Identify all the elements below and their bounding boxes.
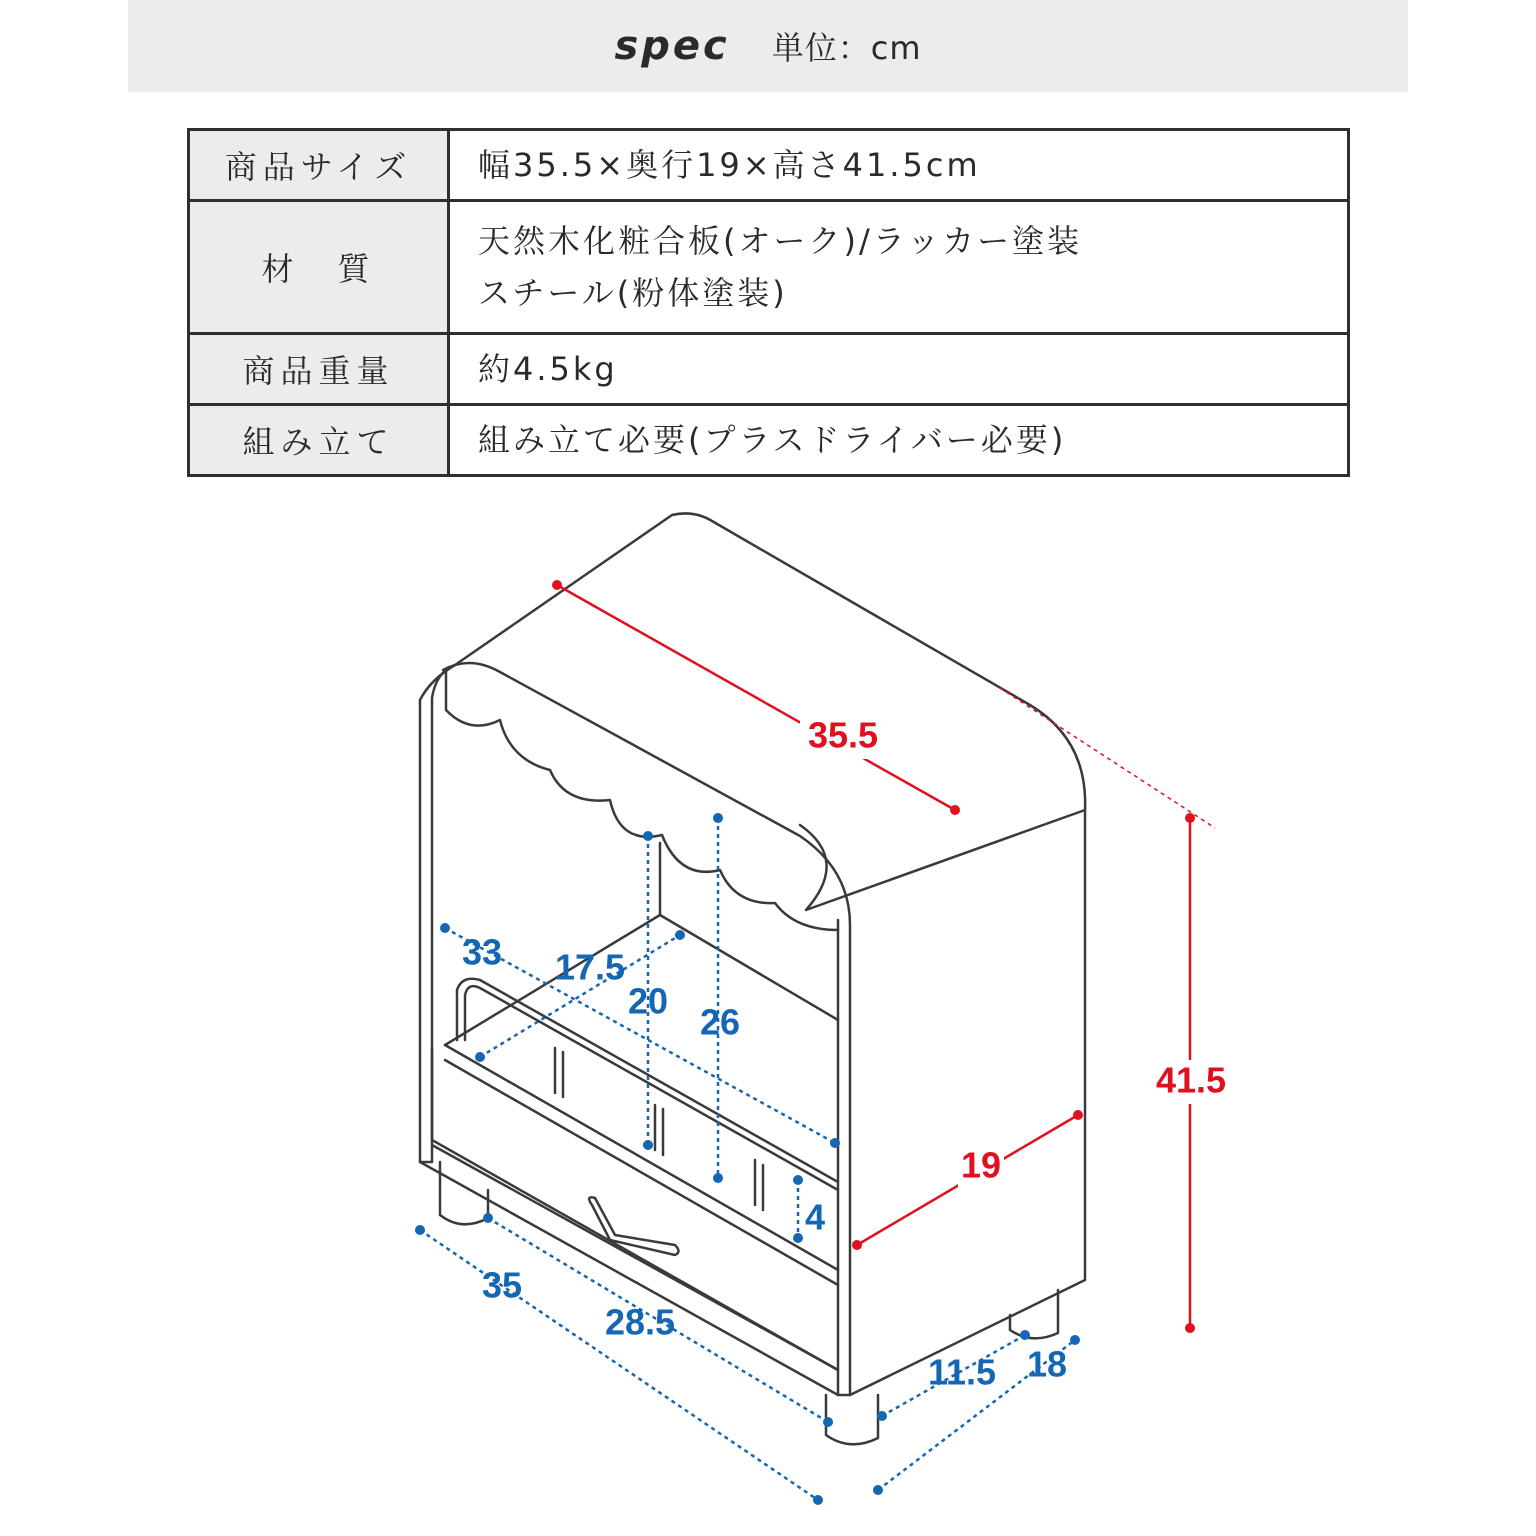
value-line: スチール(粉体塗装) <box>478 274 788 312</box>
dim-label-base-depth: 18 <box>1026 1343 1068 1385</box>
row-label-material: 材 質 <box>189 201 449 334</box>
dim-dot <box>552 580 562 590</box>
row-label-size: 商品サイズ <box>189 130 449 201</box>
top-panel <box>455 513 1085 910</box>
dim-label-height: 41.5 <box>1155 1059 1227 1101</box>
dim-dot <box>440 923 450 933</box>
dim-dot <box>1020 1330 1030 1340</box>
dim-dot <box>483 1213 493 1223</box>
dim-dot <box>830 1138 840 1148</box>
dim-label-leg-span-width: 28.5 <box>604 1301 676 1343</box>
dim-guide-height <box>1000 688 1215 828</box>
right-side-panel <box>850 810 1085 1395</box>
drawer-handle <box>589 1197 678 1255</box>
dim-dot <box>475 1052 485 1062</box>
value-line: 天然木化粧合板(オーク)/ラッカー塗装 <box>478 222 1083 260</box>
dim-dot <box>823 1417 833 1427</box>
drawer-top-back <box>445 1060 838 1285</box>
value-line: 幅35.5×奥行19×高さ41.5cm <box>478 146 981 184</box>
dim-dot <box>877 1411 887 1421</box>
dim-dot <box>1185 813 1195 823</box>
unit-label: 単位：cm <box>771 29 922 67</box>
dim-label-drawer-depth: 4 <box>804 1196 826 1238</box>
primary-dimensions <box>552 580 1215 1333</box>
dim-line-base-width <box>420 1230 818 1500</box>
dim-dot <box>793 1175 803 1185</box>
dim-label-leg-span-depth: 11.5 <box>927 1351 997 1393</box>
dim-dot <box>852 1240 862 1250</box>
dim-label-depth: 19 <box>960 1144 1002 1186</box>
inner-shelf-back <box>660 915 838 1020</box>
rail-post <box>755 1160 763 1210</box>
rail-post <box>655 1105 663 1155</box>
dim-dot <box>415 1225 425 1235</box>
dim-dot <box>873 1485 883 1495</box>
dim-label-inner-width: 33 <box>461 931 503 973</box>
dim-dot <box>950 805 960 815</box>
value-line: 組み立て必要(プラスドライバー必要) <box>478 421 1067 459</box>
dim-dot <box>1070 1335 1080 1345</box>
dim-dot <box>643 1140 653 1150</box>
dim-dot <box>793 1233 803 1243</box>
dim-label-base-width: 35 <box>481 1264 523 1306</box>
leg-front-right <box>826 1395 878 1444</box>
spec-title: spec <box>614 23 730 69</box>
left-side-panel <box>420 665 455 1162</box>
dim-label-inner-height-shelf: 20 <box>627 980 669 1022</box>
dim-dot <box>643 831 653 841</box>
row-label-assembly: 組み立て <box>189 405 449 476</box>
dim-label-width-top: 35.5 <box>807 714 879 756</box>
dim-dot <box>1073 1110 1083 1120</box>
top-front-edge-inner <box>443 663 850 925</box>
primary-dimension-labels <box>800 715 1227 1188</box>
dim-dot <box>675 930 685 940</box>
dim-dot <box>713 813 723 823</box>
dim-label-inner-height-total: 26 <box>699 1001 741 1043</box>
value-line: 約4.5kg <box>478 350 618 388</box>
dim-dot <box>1185 1323 1195 1333</box>
row-label-weight: 商品重量 <box>189 334 449 405</box>
rail-post <box>555 1048 563 1097</box>
dim-line-width-top <box>557 585 955 810</box>
dim-dot <box>713 1173 723 1183</box>
dim-label-inner-depth: 17.5 <box>554 946 626 988</box>
dim-dot <box>813 1495 823 1505</box>
